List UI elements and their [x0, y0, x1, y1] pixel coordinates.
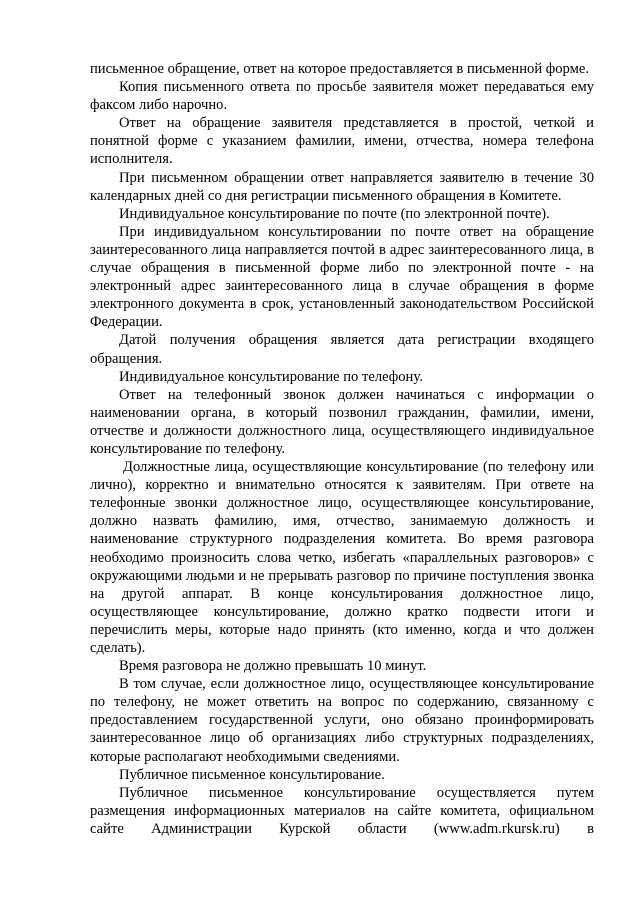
paragraph-14: Публичное письменное консультирование осуществляется путем размещения информационных материалов на сайте комитета, официальном сайте Администрации Курской области (www.adm.rkursk.ru) в	[90, 784, 594, 837]
section-heading-phone: Индивидуальное консультирование по телефону.	[119, 368, 423, 385]
paragraph-3: Ответ на обращение заявителя представляется в простой, четкой и понятной форме с указанием фамилии, имени, отчества, номера телефона исполнителя.	[90, 115, 594, 168]
paragraph-7: Датой получения обращения является дата регистрации входящего обращения.	[90, 332, 594, 367]
paragraph-11: Время разговора не должно превышать 10 минут.	[119, 658, 427, 675]
paragraph-6: При индивидуальном консультировании по почте ответ на обращение заинтересованного лица направляется почтой в адрес заинтересованного лица, в случае обращения в письменной форме либо по электронной почте - на электронный адрес заинтересованного лица в случае обращения в форме электронного документа в срок, установленный законодательством Российской Федерации.	[90, 223, 594, 331]
section-heading-public: Публичное письменное консультирование.	[119, 766, 385, 783]
paragraph-1: письменное обращение, ответ на которое предоставляется в письменной форме.	[90, 61, 589, 77]
document-page	[90, 60, 594, 838]
paragraph-12: В том случае, если должностное лицо, осуществляющее консультирование по телефону, не может ответить на вопрос по содержанию, связанному с предоставлением государственной услуги, оно обязано проинформировать заинтересованное лицо об организациях либо структурных подразделениях, которые располагают необходимыми сведениями.	[90, 676, 594, 765]
paragraph-4: При письменном обращении ответ направляется заявителю в течение 30 календарных дней со дня регистрации письменного обращения в Комитете.	[90, 169, 594, 204]
paragraph-5: Индивидуальное консультирование по почте (по электронной почте).	[119, 205, 550, 222]
paragraph-2: Копия письменного ответа по просьбе заявителя может передаваться ему факсом либо нарочно.	[90, 79, 594, 114]
paragraph-10: Должностные лица, осуществляющие консультирование (по телефону или лично), корректно и внимательно относятся к заявителям. При ответе на телефонные звонки должностное лицо, осуществляющее консультирование, должно назвать фамилию, имя, отчество, занимаемую должность и наименование структурного подразделения комитета. Во время разговора необходимо произносить слова четко, избегать «параллельных разговоров» с окружающими людьми и не прерывать разговор по причине поступления звонка на другой аппарат. В конце консультирования должностное лицо, осуществляющее консультирование, должно кратко подвести итоги и перечислить меры, которые надо принять (кто именно, когда и что должен сделать).	[90, 459, 594, 656]
paragraph-9: Ответ на телефонный звонок должен начинаться с информации о наименовании органа, в который позвонил гражданин, фамилии, имени, отчестве и должности должностного лица, осуществляющего индивидуальное консультирование по телефону.	[90, 386, 594, 457]
